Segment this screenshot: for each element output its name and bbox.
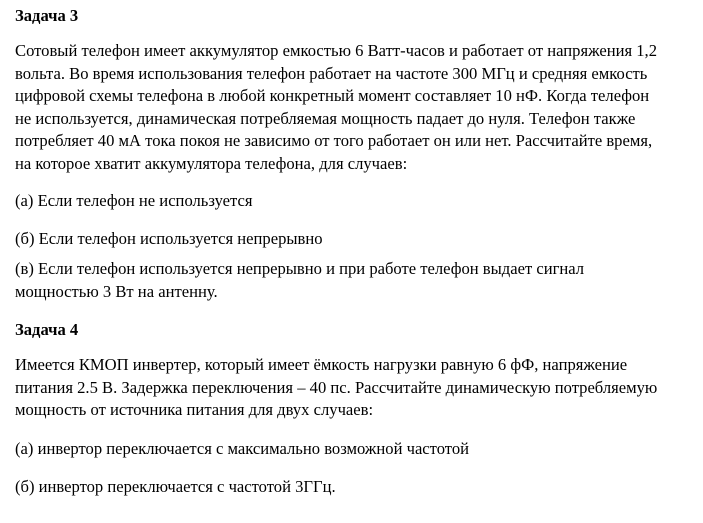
task4-body-line: мощность от источника питания для двух случаев:: [15, 400, 374, 419]
task3-body-line: не используется, динамическая потребляемая мощность падает до нуля. Телефон также: [15, 108, 636, 128]
task4-body: [15, 354, 695, 422]
task3-case-a: (а) Если телефон не используется: [15, 191, 253, 210]
task3-case-c: [15, 258, 695, 303]
task4-body-line: Имеется КМОП инвертер, который имеет ёмкость нагрузки равную 6 фФ, напряжение: [15, 355, 628, 374]
task3-body-line: цифровой схемы телефона в любой конкретный момент составляет 10 нФ. Когда телефон: [15, 86, 650, 105]
task3-body-line: на которое хватит аккумулятора телефона, для случаев:: [15, 153, 408, 173]
task3-case-c-line: (в) Если телефон используется непрерывно и при работе телефон выдает сигнал: [15, 259, 585, 278]
task3-body-line: потребляет 40 мА тока покоя не зависимо от того работает он или нет. Рассчитайте время,: [15, 131, 653, 150]
task3-case-c-line: мощностью 3 Вт на антенну.: [15, 281, 218, 301]
task4-body-line: питания 2.5 В. Задержка переключения – 40 пс. Рассчитайте динамическую потребляемую: [15, 377, 658, 397]
task3-title: Задача 3: [15, 6, 79, 25]
task4-case-b: (б) инвертор переключается с частотой 3ГГц.: [15, 477, 336, 496]
task4-title: Задача 4: [15, 320, 79, 339]
task3-case-b: (б) Если телефон используется непрерывно: [15, 229, 323, 248]
task3-body: [15, 40, 695, 175]
task4-case-a: (а) инвертор переключается с максимально возможной частотой: [15, 439, 469, 458]
task3-body-line: Сотовый телефон имеет аккумулятор емкостью 6 Ватт-часов и работает от напряжения 1,2: [15, 41, 657, 60]
task3-body-line: вольта. Во время использования телефон работает на частоте 300 МГц и средняя емкость: [15, 63, 648, 83]
